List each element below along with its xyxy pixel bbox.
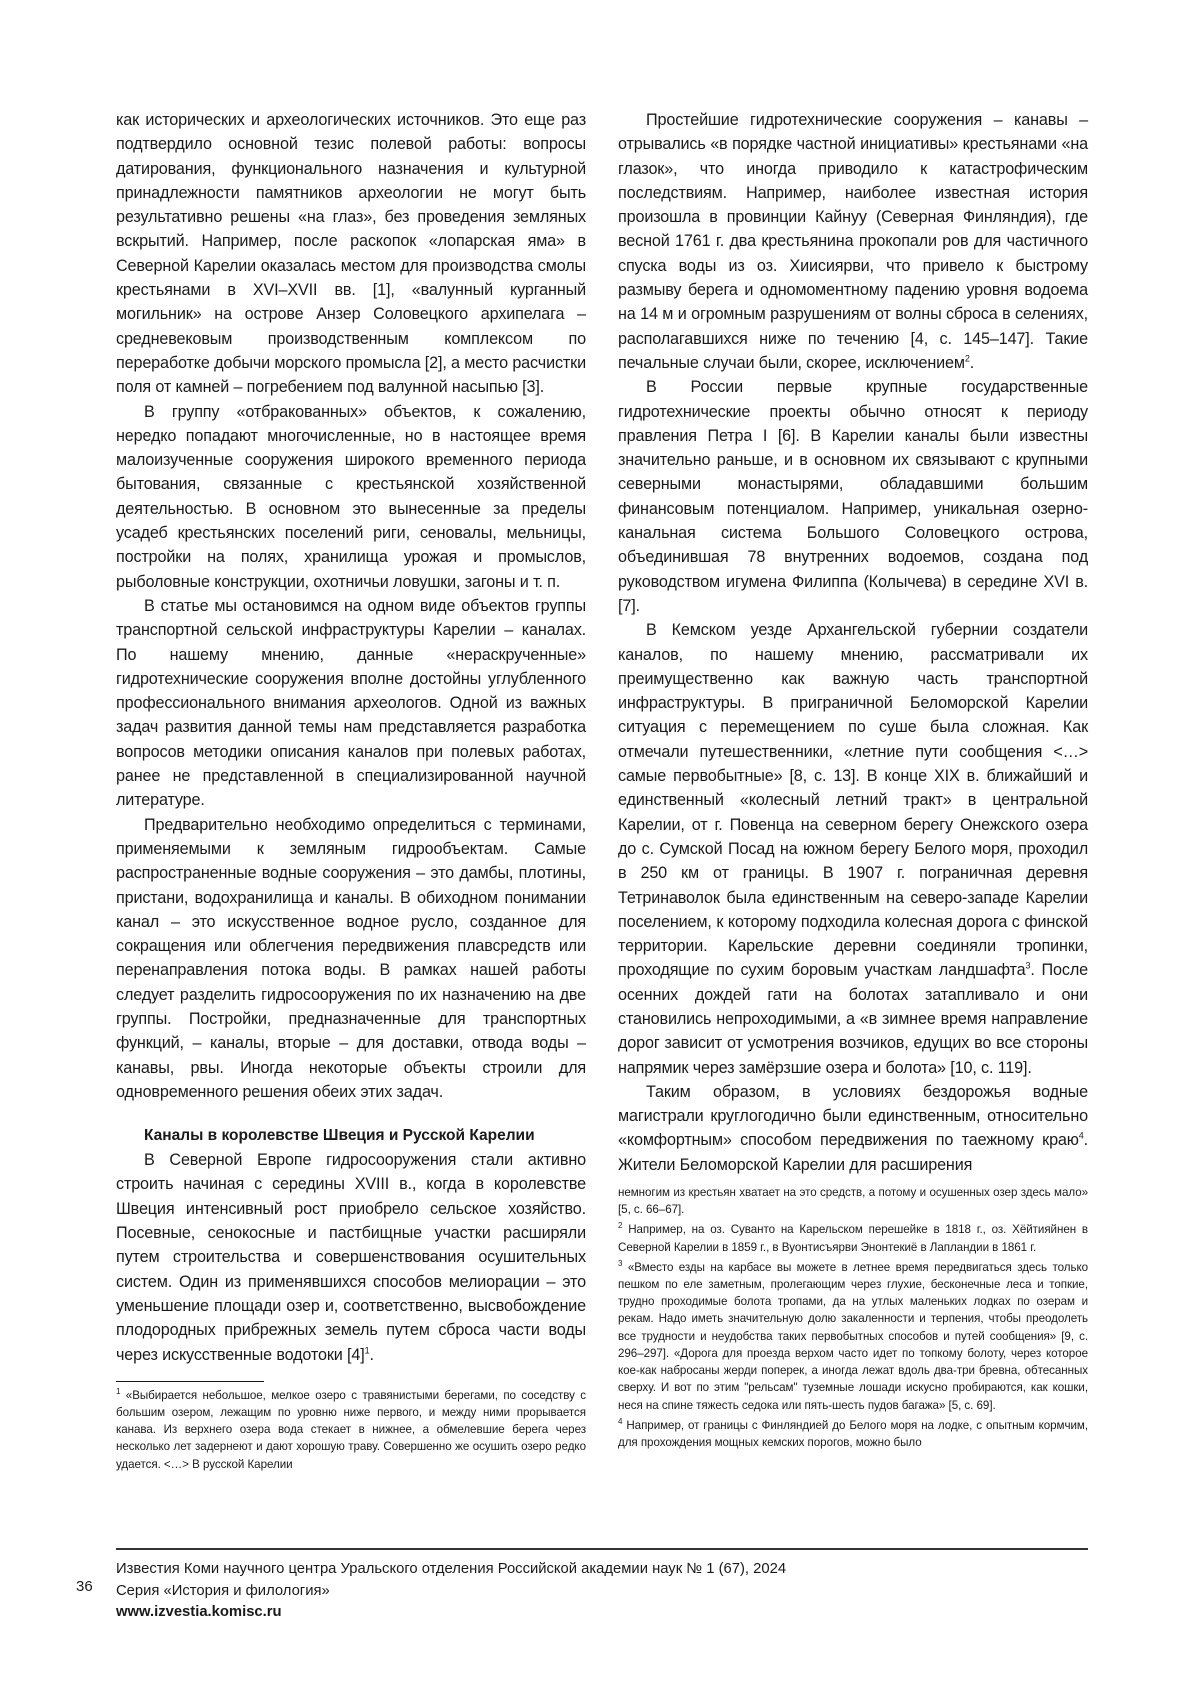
footnote-ref[interactable]: 2 xyxy=(964,353,970,364)
body-paragraph: В России первые крупные государственные гидротехнические проекты обычно относят к периоду правления Петра I [6]. В Карелии каналы были известны значительно раньше, и в основном их связывают с крупными северными монастырями, обладавшими большим финансовым потенциалом. Например, уникальная озерно-канальная система Большого Соловецкого острова, объединившая 78 внутренних водоемов, создана под руководством игумена Филиппа (Колычева) в середине XVI в. [7]. xyxy=(618,378,1088,615)
footnote-2 xyxy=(618,1221,1088,1255)
paragraph-text: . xyxy=(369,1345,374,1364)
footnote-3 xyxy=(618,1259,1088,1414)
paragraph-text: . xyxy=(969,353,975,372)
footnote-divider xyxy=(116,1381,264,1382)
footnote-mark: 1 xyxy=(116,1386,121,1396)
body-paragraph: В статье мы остановимся на одном виде объектов группы транспортной сельской инфраструктуры Карелии – каналах. По нашему мнению, данные «нераскрученные» гидротехнические сооружения вполне достойны углубленного профессионального внимания археологов. Одной из важных задач развития данной темы нам представляется разработка вопросов методики описания каналов при полевых работах, ранее не представленной в специализированной научной литературе. xyxy=(116,596,586,810)
footnote-1 xyxy=(116,1387,586,1473)
journal-title: Известия Коми научного центра Уральского отделения Российской академии наук № 1 (67), 2024 xyxy=(116,1561,787,1577)
right-column xyxy=(618,108,1088,1451)
body-paragraph: как исторических и археологических источников. Это еще раз подтвердило основной тезис полевой работы: вопросы датирования, функционального назначения и культурной принадлежности памятников археологии не могут быть результативно решены «на глаз», без проведения земляных вскрытий. Например, после раскопок «лопарская яма» в Северной Карелии оказалась местом для производства смолы крестьянами в XVI–XVII вв. [1], «валунный курганный могильник» на острове Анзер Соловецкого архипелага – средневековым производственным комплексом по переработке добычи морского промысла [2], а место расчистки поля от камней – погребением под валунной насыпью [3]. xyxy=(116,111,586,397)
footnote-ref[interactable]: 1 xyxy=(364,1345,370,1356)
left-column xyxy=(116,108,586,1473)
paragraph-text: В Северной Европе гидросооружения стали активно строить начиная с середины XVIII в., когда в королевстве Швеция интенсивный рост приобрело сельское хозяйство. Посевные, сенокосные и пастбищные участки расширяли путем строительства и совершенствования осушительных систем. Один из применявшихся способов мелиорации – это уменьшение площади озер и, соответственно, высвобождение плодородных прибрежных земель путем сброса части воды через искусственные водотоки [4] xyxy=(116,1151,586,1364)
footnote-ref[interactable]: 3 xyxy=(1025,961,1031,971)
journal-url-link[interactable]: www.izvestia.komisc.ru xyxy=(116,1604,282,1620)
footnote-text: «Вместо езды на карбасе вы можете в летнее время передвигаться здесь только пешком по еле заметным, пролегающим через глухие, бесконечные леса и топкие, трудно проходимые болота тропами, да на утлых маленьких лодках по озерам и рекам. Надо иметь значительную долю закаленности и терпения, чтобы преодолеть все трудности и неудобства таких первобытных способов и путей сообщения» [9, с. 296–297]. «Дорога для проезда верхом часто идет по топкому болоту, через которое кое-как набросаны жерди поперек, а иногда лежат вдоль два-три бревна, обтесанных сверху. И вот по этим "рельсам" туземные лошади искусно пробираются, как кошки, неся на спине тяжесть седока или пять-шесть пудов багажа» [5, с. 69]. xyxy=(618,1260,1088,1412)
footnote-ref[interactable]: 4 xyxy=(1078,1131,1084,1142)
section-heading: Каналы в королевстве Швеция и Русской Карелии xyxy=(144,1127,535,1145)
paragraph-text: . После осенних дождей гати на болотах затапливало и они становились непроходимыми, а «в зимнее время направление дорог зависит от усмотрения возчиков, едущих во все стороны напрямик через замёрзшие озера и болота» [10, с. 119]. xyxy=(618,961,1088,1077)
footnote-mark: 3 xyxy=(618,1259,623,1269)
body-paragraph: В группу «отбракованных» объектов, к сожалению, нередко попадают многочисленные, но в настоящее время малоизученные сооружения широкого временного периода бытования, связанные с крестьянской хозяйственной деятельностью. В основном это вынесенные за пределы усадеб крестьянских поселений риги, сеновалы, мельницы, постройки на полях, хранилища урожая и промыслов, рыболовные конструкции, охотничьи ловушки, загоны и т. п. xyxy=(116,402,586,591)
page-number: 36 xyxy=(76,1578,93,1595)
footnote-text: «Выбирается небольшое, мелкое озеро с травянистыми берегами, по соседству с большим озером, лежащим по уровню ниже первого, и между ними прорывается канава. Из верхнего озера вода стекает в нижнее, а обмелевшие берега через несколько лет задернеют и дают хорошую траву. Совершенно же осушить озеро редко удается. <…> В русской Карелии xyxy=(116,1388,586,1471)
footnote-continuation: немногим из крестьян хватает на это средств, а потому и осушенных озер здесь мало» [5, с. 66–67]. xyxy=(618,1186,1088,1217)
paragraph-text: Простейшие гидротехнические сооружения – канавы – отрывались «в порядке частной инициативы» крестьянами «на глазок», что иногда приводило к катастрофическим последствиям. Например, наиболее известная история произошла в провинции Кайнуу (Северная Финляндия), где весной 1761 г. два крестьянина прокопали ров для частичного спуска воды из оз. Хиисиярви, что привело к быстрому размыву берега и одномоментному падению уровня водоема на 14 м и огромным разрушениям от волны сброса в селениях, располагавшихся ниже по течению [4, с. 145–147]. Такие печальные случаи были, скорее, исключением xyxy=(618,111,1088,372)
paragraph-text: . Жители Беломорской Карелии для расширения xyxy=(618,1131,1088,1174)
footnote-text: Например, на оз. Суванто на Карельском перешейке в 1818 г., оз. Хёйтияйнен в Северной Карелии в 1859 г., в Вуонтисъярви Энонтекиё в Лапландии в 1861 г. xyxy=(618,1223,1088,1254)
paragraph-text: В Кемском уезде Архангельской губернии создатели каналов, по нашему мнению, рассматривали их преимущественно как важную часть транспортной инфраструктуры. В приграничной Беломорской Карелии ситуация с перемещением по суше была сложная. Как отмечали путешественники, «летние пути сообщения <…> самые первобытные» [8, с. 13]. В конце XIX в. ближайший и единственный «колесный летний тракт» в центральной Карелии, от г. Повенца на северном берегу Онежского озера до с. Сумской Посад на южном берегу Белого моря, проходил в 250 км от границы. В 1907 г. пограничная деревня Тетринаволок была единственным на северо-западе Карелии поселением, к которому подходила колесная дорога с финской территории. Карельские деревни соединяли тропинки, проходящие по сухим боровым участкам ландшафта xyxy=(618,621,1088,980)
footnote-text: Например, от границы с Финляндией до Белого моря на лодке, с опытным кормчим, для прохождения мощных кемских порогов, можно было xyxy=(618,1418,1088,1449)
footnote-mark: 2 xyxy=(618,1221,623,1231)
footer-divider xyxy=(116,1548,1088,1550)
body-paragraph: Предварительно необходимо определиться с терминами, применяемыми к земляным гидрообъектам. Самые распространенные водные сооружения – это дамбы, плотины, пристани, водохранилища и каналы. В обиходном понимании канал – это искусственное водное русло, созданное для сокращения или облегчения передвижения плавсредств или перенаправления потока воды. В рамках нашей работы следует разделить гидросооружения по их назначению на две группы. Постройки, предназначенные для транспортных функций, – каналы, вторые – для доставки, отвода воды – канавы, рвы. Иногда некоторые объекты строили для одновременного решения обеих этих задач. xyxy=(116,815,586,1101)
body-paragraph xyxy=(116,1148,586,1367)
footnote-4 xyxy=(618,1417,1088,1451)
footnote-mark: 4 xyxy=(618,1416,623,1426)
journal-footer xyxy=(116,1559,786,1624)
body-paragraph xyxy=(618,108,1088,375)
journal-series: Серия «История и филология» xyxy=(116,1582,330,1599)
body-paragraph xyxy=(618,618,1088,1080)
body-paragraph xyxy=(618,1080,1088,1177)
paragraph-text: Таким образом, в условиях бездорожья водные магистрали круглогодично были единственным, относительно «комфортным» способом передвижения по таежному краю xyxy=(618,1082,1088,1150)
